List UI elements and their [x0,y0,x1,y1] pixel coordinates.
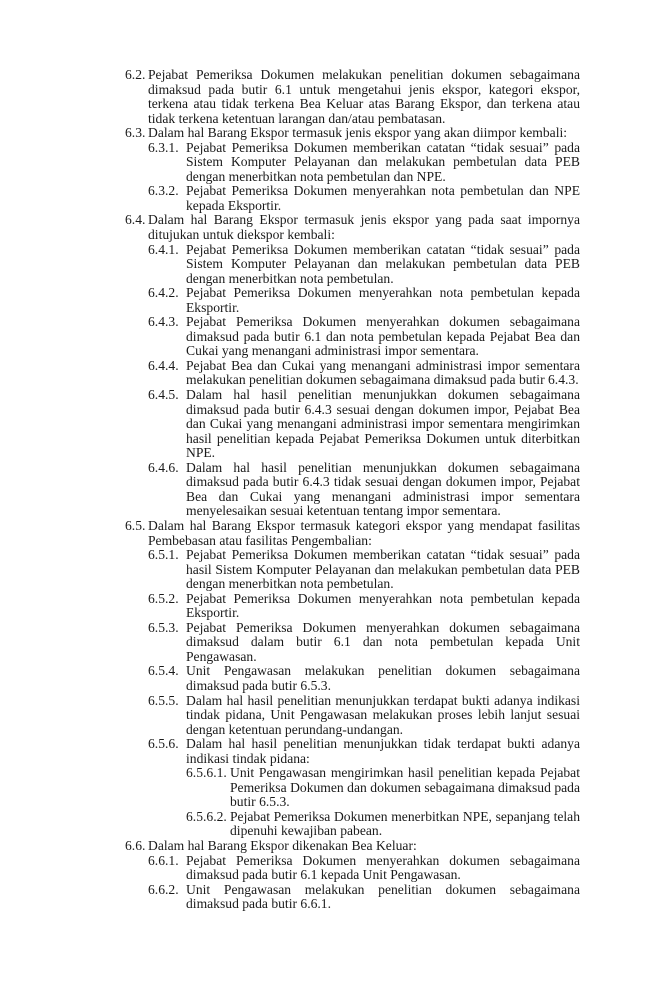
item-number: 6.6. [125,837,146,853]
item-number: 6.5.3. [148,619,179,635]
item-text: Pejabat Pemeriksa Dokumen menyerahkan nota pembetulan kepada Eksportir. [186,285,580,315]
item-text: Unit Pengawasan melakukan penelitian dokumen sebagaimana dimaksud pada butir 6.5.3. [186,663,580,693]
item-text: Pejabat Pemeriksa Dokumen memberikan catatan “tidak sesuai” pada Sistem Komputer Pelayanan dan melakukan pembetulan data PEB dengan menerbitkan nota pembetulan. [186,241,580,286]
list-item-6-4-6 [125,461,580,519]
item-text: Pejabat Pemeriksa Dokumen menyerahkan nota pembetulan kepada Eksportir. [186,590,580,621]
item-text: Dalam hal hasil penelitian menunjukkan terdapat bukti adanya indikasi tindak pidana, Unit Pengawasan melakukan proses lebih lanjut sesuai dengan ketentuan perundang-undangan. [186,692,580,737]
item-number: 6.4.2. [148,285,179,301]
item-text: Pejabat Pemeriksa Dokumen memberikan catatan “tidak sesuai” pada Sistem Komputer Pelayanan dan melakukan pembetulan data PEB dengan menerbitkan nota pembetulan dan NPE. [186,139,580,184]
list-item-6-4-1 [125,243,580,287]
item-number: 6.6.2. [148,881,179,897]
item-number: 6.5.1. [148,547,179,563]
item-text: Dalam hal Barang Ekspor dikenakan Bea Keluar: [148,837,417,853]
item-number: 6.5.4. [148,663,179,679]
list-item-6-4-4 [125,359,580,388]
item-number: 6.5.6.1. [186,765,227,781]
list-item-6-4-3 [125,315,580,359]
list-item-6-6 [125,839,580,854]
list-item-6-5-1 [125,548,580,592]
list-item-6-4-2 [125,286,580,315]
item-number: 6.3.1. [148,139,179,155]
list-item-6-3 [125,126,580,141]
item-number: 6.3.2. [148,183,179,199]
list-item-6-5-3 [125,621,580,665]
item-text: Unit Pengawasan melakukan penelitian dokumen sebagaimana dimaksud pada butir 6.6.1. [186,881,580,912]
item-text: Dalam hal hasil penelitian menunjukkan tidak terdapat bukti adanya indikasi tindak pidana: [186,736,580,766]
item-number: 6.4.1. [148,241,179,257]
item-text: Pejabat Pemeriksa Dokumen menyerahkan dokumen sebagaimana dimaksud pada butir 6.1 dan nota pembetulan kepada Pejabat Bea dan Cukai yang menangani administrasi impor sementara. [186,314,580,359]
list-item-6-3-1 [125,141,580,185]
list-item-6-5-2 [125,592,580,621]
item-number: 6.6.1. [148,852,179,868]
item-number: 6.5. [125,517,146,533]
list-item-6-4-5 [125,388,580,461]
item-number: 6.2. [125,67,146,82]
list-item-6-3-2 [125,184,580,213]
item-number: 6.5.5. [148,692,179,708]
list-item-6-5-6-2 [125,810,580,839]
item-number: 6.4.6. [148,459,179,475]
list-item-6-5-4 [125,664,580,693]
item-text: Dalam hal hasil penelitian menunjukkan dokumen sebagaimana dimaksud pada butir 6.4.3 tidak sesuai dengan dokumen impor, Pejabat Bea dan Cukai yang menangani administrasi impor sementara menyelesaikan sesuai ketentuan tentang impor sementara. [186,459,580,519]
item-text: Pejabat Pemeriksa Dokumen menyerahkan nota pembetulan dan NPE kepada Eksportir. [186,183,580,213]
list-item-6-5 [125,519,580,548]
item-number: 6.5.6. [148,736,179,752]
list-item-6-2 [125,68,580,126]
item-text: Pejabat Bea dan Cukai yang menangani administrasi impor sementara melakukan penelitian dokumen sebagaimana dimaksud pada butir 6.4.3. [186,357,580,388]
item-text: Pejabat Pemeriksa Dokumen menyerahkan dokumen sebagaimana dimaksud pada butir 6.1 kepada Unit Pengawasan. [186,852,580,883]
list-item-6-6-1 [125,854,580,883]
item-number: 6.4.5. [148,387,179,403]
item-number: 6.5.2. [148,590,179,606]
item-text: Dalam hal Barang Ekspor termasuk kategori ekspor yang mendapat fasilitas Pembebasan atau fasilitas Pengembalian: [148,517,580,548]
item-text: Pejabat Pemeriksa Dokumen menerbitkan NPE, sepanjang telah dipenuhi kewajiban pabean. [230,808,580,839]
list-item-6-6-2 [125,883,580,912]
item-text: Pejabat Pemeriksa Dokumen memberikan catatan “tidak sesuai” pada hasil Sistem Komputer Pelayanan dan melakukan pembetulan data PEB dengan menerbitkan nota pembetulan. [186,547,580,592]
list-item-6-4 [125,213,580,242]
document-body [125,68,580,912]
item-text: Pejabat Pemeriksa Dokumen melakukan penelitian dokumen sebagaimana dimaksud pada butir 6.1 untuk mengetahui jenis ekspor, kategori ekspor, terkena atau tidak terkena Bea Keluar atas Barang Ekspor, dan terkena atau tidak terkena ketentuan larangan dan/atau pembatasan. [148,67,580,126]
item-number: 6.4. [125,212,146,228]
item-number: 6.4.3. [148,314,179,330]
list-item-6-5-5 [125,694,580,738]
item-text: Unit Pengawasan mengirimkan hasil penelitian kepada Pejabat Pemeriksa Dokumen dan dokumen sebagaimana dimaksud pada butir 6.5.3. [230,765,580,810]
item-number: 6.4.4. [148,357,179,373]
item-text: Pejabat Pemeriksa Dokumen menyerahkan dokumen sebagaimana dimaksud dalam butir 6.1 dan nota pembetulan kepada Unit Pengawasan. [186,619,580,664]
list-item-6-5-6-1 [125,766,580,810]
item-text: Dalam hal Barang Ekspor termasuk jenis ekspor yang akan diimpor kembali: [148,125,568,141]
item-number: 6.5.6.2. [186,808,227,824]
item-text: Dalam hal hasil penelitian menunjukkan dokumen sebagaimana dimaksud pada butir 6.4.3 sesuai dengan dokumen impor, Pejabat Bea dan Cukai yang menangani administrasi impor sementara mengirimkan hasil penelitian kepada Pejabat Pemeriksa Dokumen untuk diterbitkan NPE. [186,387,580,461]
list-item-6-5-6 [125,737,580,766]
item-text: Dalam hal Barang Ekspor termasuk jenis ekspor yang pada saat impornya ditujukan untuk diekspor kembali: [148,212,580,243]
item-number: 6.3. [125,125,146,141]
